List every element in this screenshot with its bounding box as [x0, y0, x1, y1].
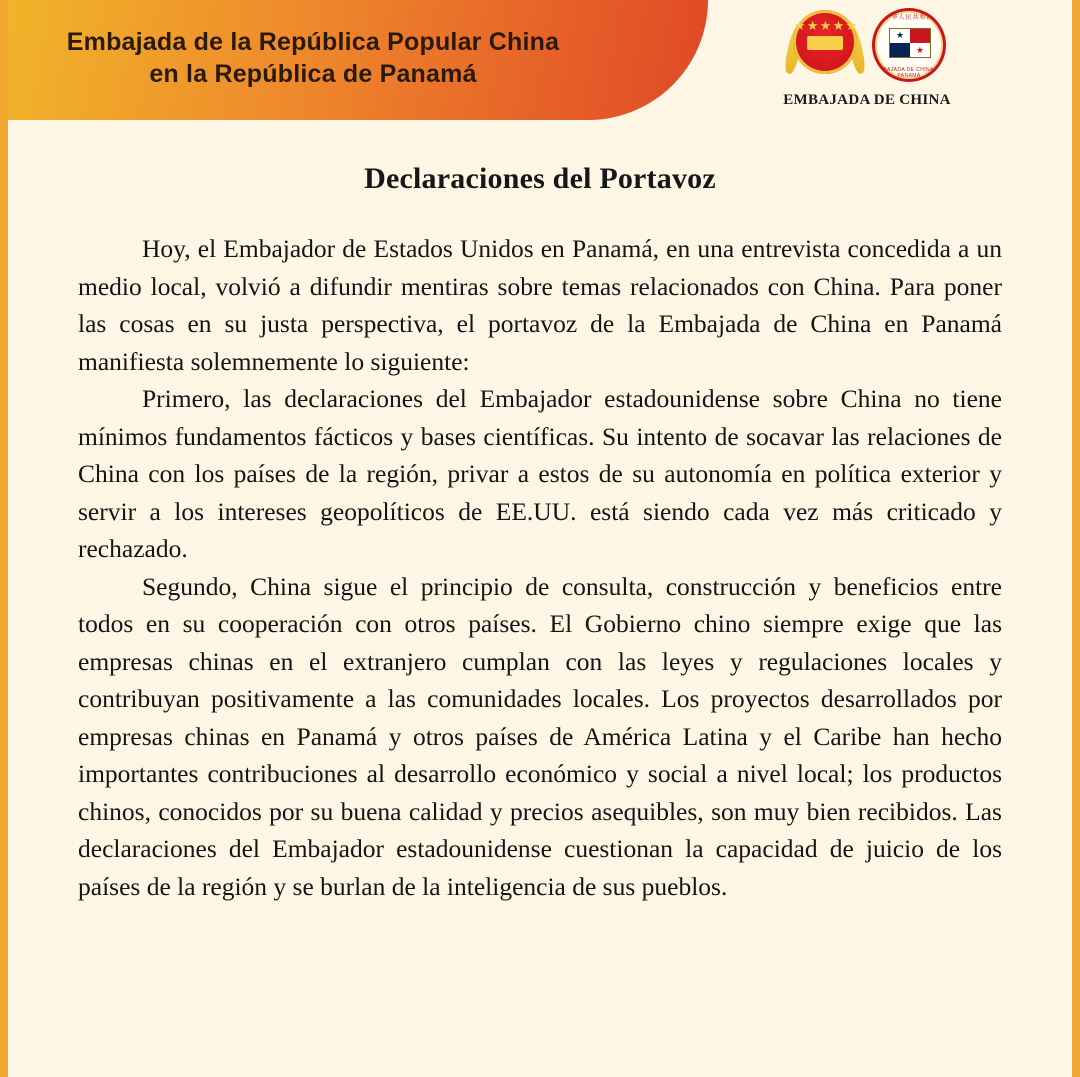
tiananmen-gate-icon — [807, 36, 843, 50]
page-title: Declaraciones del Portavoz — [364, 162, 716, 195]
embassy-name-line2: en la República de Panamá — [149, 60, 477, 88]
embassy-seal-top-text: 中华人民共和国 — [884, 15, 934, 21]
paragraph: Hoy, el Embajador de Estados Unidos en Panamá, en una entrevista concedida a un medio local, volvió a difundir mentiras sobre temas relacionados con China. Para poner las cosas en su justa perspectiva, el portavoz de la Embajada de China en Panamá manifiesta solemnemente lo siguiente: — [78, 234, 1002, 376]
china-national-emblem-icon — [788, 8, 862, 82]
panama-flag-star-blue: ★ — [896, 30, 905, 40]
panama-flag-star-red: ★ — [915, 45, 924, 55]
emblem-row — [767, 8, 967, 88]
embassy-name — [8, 26, 618, 90]
panama-flag-icon — [889, 28, 931, 58]
emblem-area — [767, 8, 967, 109]
document-body — [8, 120, 1072, 905]
paragraph: Segundo, China sigue el principio de consulta, construcción y beneficios entre todos en su cooperación con otros países. El Gobierno chino siempre exige que las empresas chinas en el extranjero cumplan con las leyes y regulaciones locales y contribuyan positivamente a las comunidades locales. Los proyectos desarrollados por empresas chinas en Panamá y otros países de América Latina y el Caribe han hecho importantes contribuciones al desarrollo económico y social a nivel local; los productos chinos, conocidos por su buena calidad y precios asequibles, son muy bien recibidos. Las declaraciones del Embajador estadounidense cuestionan la capacidad de juicio de los países de la región y se burlan de la inteligencia de sus pueblos. — [78, 571, 1002, 901]
paragraph: Primero, las declaraciones del Embajador estadounidense sobre China no tiene mínimos fundamentos fácticos y bases científicas. Su intento de socavar las relaciones de China con los países de la región, privar a estos de su autonomía en política exterior y servir a los intereses geopolíticos de EE.UU. está siendo cada vez más criticado y rechazado. — [78, 384, 1002, 563]
emblem-caption: EMBAJADA DE CHINA — [783, 92, 951, 108]
emblem-stars: ★ ★ ★ ★ ★ — [793, 18, 857, 33]
embassy-seal-icon — [872, 8, 946, 82]
embassy-name-line1: Embajada de la República Popular China — [66, 28, 560, 56]
page-header — [8, 0, 1072, 120]
embassy-seal-bottom-text: EMBAJADA DE CHINA EN PANAMÁ — [874, 67, 943, 79]
